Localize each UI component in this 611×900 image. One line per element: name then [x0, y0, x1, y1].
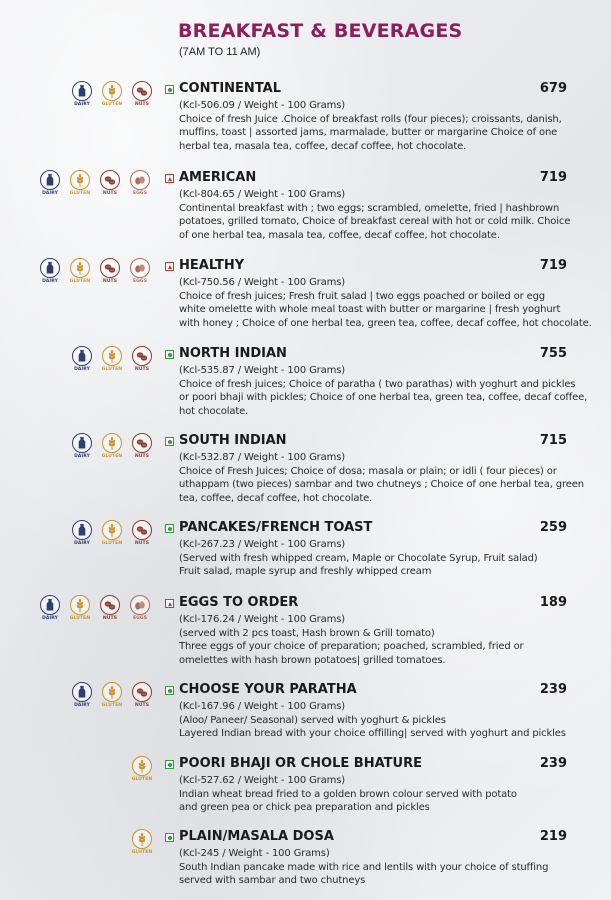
wheat-icon: [131, 756, 153, 782]
allergen-label: NUTS: [102, 616, 118, 621]
description-line: Choice of fresh Juice .Choice of breakfast rolls (four pieces); croissants, danish,: [179, 113, 562, 125]
allergen-label: DAIRY: [74, 703, 90, 708]
description-line: Three eggs of your choice of preparation; poached, scrambled, fried or: [179, 641, 524, 653]
allergen-label: DAIRY: [42, 191, 58, 196]
item-price: 679: [539, 81, 567, 96]
description-line: Choice of fresh juices; Fresh fruit salad | two eggs poached or boiled or egg: [179, 290, 545, 302]
description-line: (Kcl-804.65 / Weight - 100 Grams): [179, 189, 346, 200]
description-line: (Kcl-506.09 / Weight - 100 Grams): [179, 100, 346, 111]
allergen-label: GLUTEN: [131, 777, 153, 782]
item-price: 719: [539, 258, 567, 273]
description-line: and green pea or chick pea preparation and pickles: [179, 802, 430, 814]
item-name: PLAIN/MASALA DOSA: [179, 829, 334, 844]
milk-bottle-icon: [71, 682, 93, 708]
description-line: Layered Indian bread with your choice offilling| served with yoghurt and pickles: [179, 728, 566, 740]
description-line: (Kcl-176.24 / Weight - 100 Grams): [179, 614, 346, 625]
description-line: Indian wheat bread fried to a golden brown colour served with potato: [179, 788, 517, 800]
allergen-label: DAIRY: [74, 102, 90, 107]
veg-mark-icon: [165, 437, 174, 446]
allergen-label: GLUTEN: [69, 279, 91, 284]
item-price: 755: [539, 346, 567, 361]
description-line: uthappam (two pieces) sambar and two chutneys ; Choice of one herbal tea, green: [179, 479, 584, 491]
description-line: (Aloo/ Paneer/ Seasonal) served with yoghurt & pickles: [179, 714, 446, 726]
item-name: PANCAKES/FRENCH TOAST: [179, 520, 373, 535]
allergen-label: GLUTEN: [131, 850, 153, 855]
nut-icon: [99, 595, 121, 621]
description-line: muffins, toast | assorted jams, marmalade, butter or margarine Choice of one: [179, 127, 558, 139]
item-price: 189: [539, 595, 567, 610]
allergen-label: GLUTEN: [101, 541, 123, 546]
allergen-label: EGGS: [132, 191, 148, 196]
item-price: 715: [539, 433, 567, 448]
description-line: (Kcl-267.23 / Weight - 100 Grams): [179, 539, 346, 550]
description-line: white omelette with whole meal toast with butter or margarine | fresh yoghurt: [179, 304, 561, 316]
description-line: or poori bhaji with pickles; Choice of one herbal tea, green tea, coffee, decaf coffee,: [179, 392, 588, 404]
nut-icon: [99, 170, 121, 196]
veg-mark-icon: [165, 760, 174, 769]
milk-bottle-icon: [39, 595, 61, 621]
description-line: Choice of Fresh Juices; Choice of dosa; masala or plain; or idli ( four pieces) or: [179, 465, 557, 477]
item-description: [179, 364, 588, 419]
wheat-icon: [69, 258, 91, 284]
egg-icon: [129, 170, 151, 196]
wheat-icon: [69, 595, 91, 621]
non-veg-mark-icon: [165, 599, 174, 608]
item-name: NORTH INDIAN: [179, 346, 287, 361]
wheat-icon: [101, 81, 123, 107]
nut-icon: [131, 520, 153, 546]
allergen-label: EGGS: [132, 279, 148, 284]
veg-mark-icon: [165, 833, 174, 842]
milk-bottle-icon: [71, 520, 93, 546]
allergen-label: NUTS: [102, 279, 118, 284]
allergen-label: NUTS: [134, 367, 150, 372]
item-name: POORI BHAJI OR CHOLE BHATURE: [179, 756, 422, 771]
description-line: (served with 2 pcs toast, Hash brown & Grill tomato): [179, 627, 435, 639]
item-description: [179, 99, 574, 154]
item-name: SOUTH INDIAN: [179, 433, 287, 448]
allergen-label: GLUTEN: [69, 191, 91, 196]
veg-mark-icon: [165, 524, 174, 533]
item-description: [179, 451, 584, 506]
description-line: (Kcl-167.96 / Weight - 100 Grams): [179, 701, 346, 712]
non-veg-mark-icon: [165, 262, 174, 271]
wheat-icon: [69, 170, 91, 196]
description-line: (Kcl-535.87 / Weight - 100 Grams): [179, 365, 346, 376]
egg-icon: [129, 258, 151, 284]
nut-icon: [131, 81, 153, 107]
item-description: [179, 774, 574, 815]
description-line: (Kcl-750.56 / Weight - 100 Grams): [179, 277, 346, 288]
item-description: [179, 276, 592, 331]
allergen-label: EGGS: [132, 616, 148, 621]
item-description: [179, 538, 574, 579]
allergen-label: NUTS: [134, 541, 150, 546]
item-price: 259: [539, 520, 567, 535]
description-line: herbal tea, masala tea, coffee, decaf coffee, hot chocolate.: [179, 141, 467, 153]
nut-icon: [131, 682, 153, 708]
description-line: of one herbal tea, masala tea, coffee, decaf coffee, hot chocolate.: [179, 230, 500, 242]
item-name: HEALTHY: [179, 258, 245, 273]
allergen-label: GLUTEN: [69, 616, 91, 621]
veg-mark-icon: [165, 350, 174, 359]
description-line: with honey ; Choice of one herbal tea, green tea, coffee, decaf coffee, hot chocolate.: [179, 318, 592, 330]
description-line: tea, coffee, decaf coffee, hot chocolate.: [179, 493, 373, 505]
item-description: [179, 847, 574, 888]
item-name: CONTINENTAL: [179, 81, 282, 96]
description-line: hot chocolate.: [179, 406, 249, 418]
item-name: AMERICAN: [179, 170, 257, 185]
description-line: South Indian pancake made with rice and lentils with your choice of stuffing: [179, 861, 549, 873]
veg-mark-icon: [165, 85, 174, 94]
item-description: [179, 700, 574, 741]
item-name: EGGS TO ORDER: [179, 595, 299, 610]
wheat-icon: [131, 829, 153, 855]
description-line: potatoes, grilled tomato, Choice of breakfast cereal with hot or cold milk. Choice: [179, 216, 571, 228]
nut-icon: [131, 433, 153, 459]
allergen-label: DAIRY: [74, 454, 90, 459]
milk-bottle-icon: [39, 170, 61, 196]
egg-icon: [129, 595, 151, 621]
non-veg-mark-icon: [165, 174, 174, 183]
allergen-label: NUTS: [134, 703, 150, 708]
item-price: 219: [539, 829, 567, 844]
milk-bottle-icon: [71, 81, 93, 107]
allergen-label: GLUTEN: [101, 102, 123, 107]
item-price: 239: [539, 682, 567, 697]
milk-bottle-icon: [71, 433, 93, 459]
milk-bottle-icon: [39, 258, 61, 284]
allergen-label: NUTS: [134, 454, 150, 459]
allergen-label: NUTS: [102, 191, 118, 196]
nut-icon: [99, 258, 121, 284]
description-line: (Kcl-245 / Weight - 100 Grams): [179, 848, 330, 859]
allergen-label: DAIRY: [74, 367, 90, 372]
wheat-icon: [101, 682, 123, 708]
item-description: [179, 613, 574, 668]
description-line: (Kcl-527.62 / Weight - 100 Grams): [179, 775, 346, 786]
description-line: Continental breakfast with ; two eggs; scrambled, omelette, fried | hashbrown: [179, 202, 560, 214]
wheat-icon: [101, 520, 123, 546]
wheat-icon: [101, 433, 123, 459]
allergen-label: GLUTEN: [101, 454, 123, 459]
item-name: CHOOSE YOUR PARATHA: [179, 682, 357, 697]
description-line: (Served with fresh whipped cream, Maple or Chocolate Syrup, Fruit salad): [179, 552, 538, 564]
item-price: 239: [539, 756, 567, 771]
item-price: 719: [539, 170, 567, 185]
nut-icon: [131, 346, 153, 372]
description-line: omelettes with hash brown potatoes| grilled tomatoes.: [179, 655, 446, 667]
allergen-label: GLUTEN: [101, 367, 123, 372]
wheat-icon: [101, 346, 123, 372]
allergen-label: DAIRY: [42, 616, 58, 621]
allergen-label: GLUTEN: [101, 703, 123, 708]
allergen-label: NUTS: [134, 102, 150, 107]
description-line: served with sambar and two chutneys: [179, 875, 366, 887]
description-line: Fruit salad, maple syrup and freshly whipped cream: [179, 566, 432, 578]
page-subtitle: (7AM TO 11 AM): [179, 46, 261, 58]
allergen-label: DAIRY: [74, 541, 90, 546]
description-line: (Kcl-532.87 / Weight - 100 Grams): [179, 452, 346, 463]
veg-mark-icon: [165, 686, 174, 695]
page-title: BREAKFAST & BEVERAGES: [178, 20, 463, 42]
item-description: [179, 188, 574, 243]
allergen-label: DAIRY: [42, 279, 58, 284]
milk-bottle-icon: [71, 346, 93, 372]
description-line: Choice of fresh juices; Choice of paratha ( two parathas) with yoghurt and pickles: [179, 378, 576, 390]
